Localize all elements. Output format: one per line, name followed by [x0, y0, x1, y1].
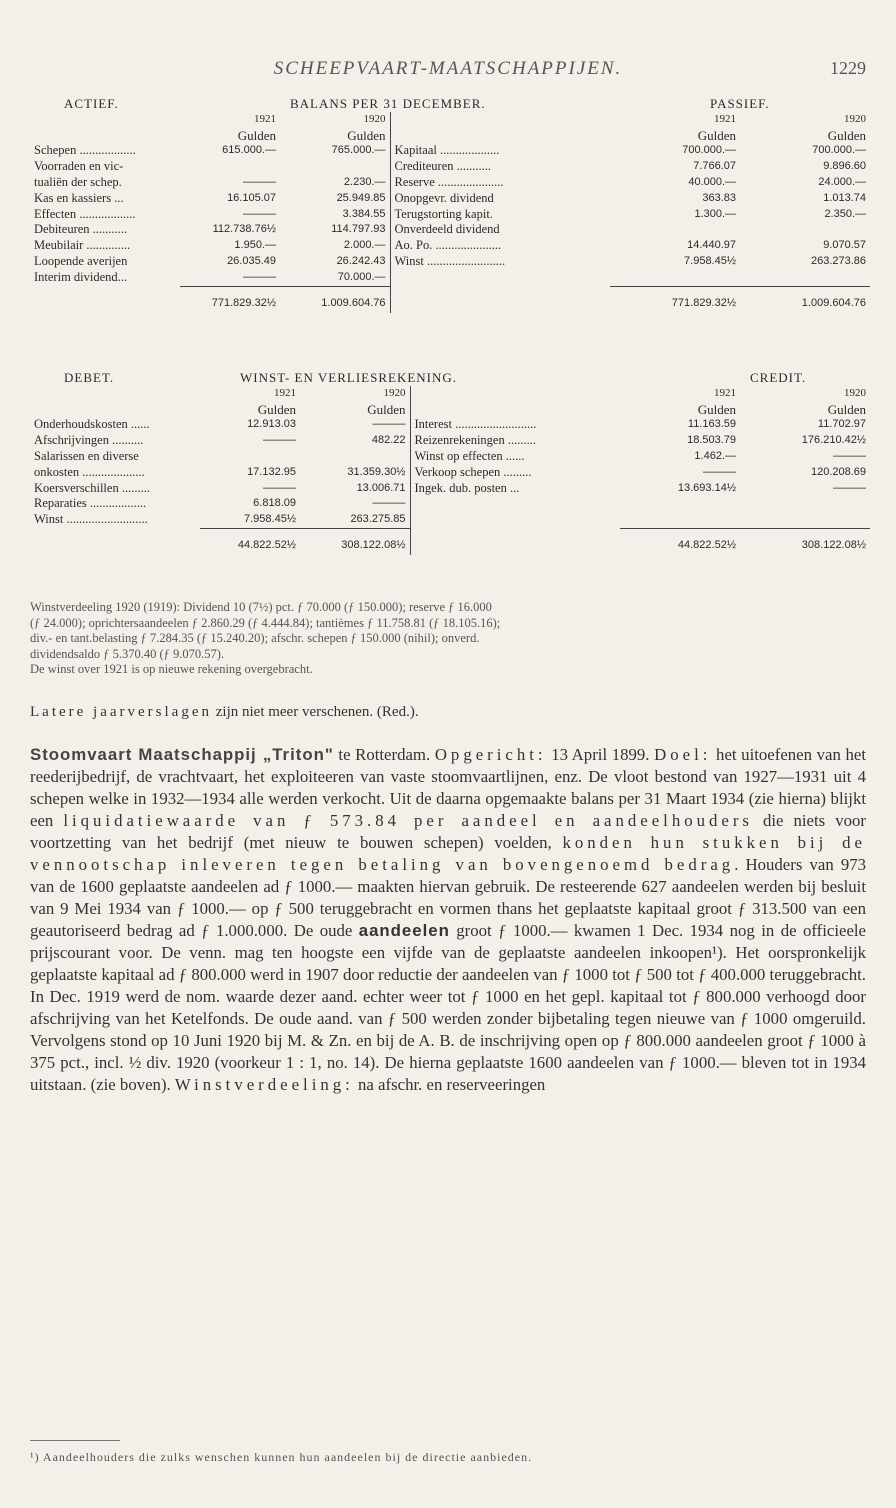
profit-loss-title: WINST- EN VERLIESREKENING.: [240, 370, 458, 385]
table-row: [30, 270, 870, 286]
table-cell: 9.070.57: [823, 239, 867, 252]
table-row: [30, 449, 870, 465]
table-cell: 765.000.—: [331, 144, 386, 157]
table-row: [30, 175, 870, 191]
table-cell: Reserve .....................: [390, 175, 610, 191]
table-cell: 7.958.45½: [684, 254, 737, 267]
profit-loss-account: [30, 370, 870, 555]
table-cell: 2.350.—: [824, 207, 867, 220]
table-row: [30, 481, 870, 497]
running-header: [0, 58, 896, 88]
table-cell: [740, 270, 870, 286]
table-cell: 2.230.—: [343, 175, 386, 188]
table-cell: 16.105.07: [227, 191, 276, 204]
table-cell: 11.702.97: [817, 418, 867, 431]
table-row: [30, 191, 870, 207]
table-row: [30, 143, 870, 159]
table-cell: 1.013.74: [823, 191, 867, 204]
company-description: Stoomvaart Maatschappij „Triton" te Rotterdam. Opgericht: 13 April 1899. Doel: het uitoefenen van het reederijbedrijf, de vrachtvaart, het exploiteeren van vaste stoomvaartlijnen, enz. De vloot bestond van 1927—1931 uit 4 schepen welke in 1932—1934 alle werden verkocht. Uit de daarna opgemaakte balans per 31 Maart 1934 (zie hierna) blijkt een liquidatiewaarde van ƒ 573.84 per aandeel en aandeelhouders die niets voor voortzetting van het bedrijf (met nieuw te bouwen schepen) voelden, konden hun stukken bij de vennootschap inleveren tegen betaling van bovengenoemd bedrag. Houders van 973 van de 1600 geplaatste aandeelen ad ƒ 1000.— maakten hiervan gebruik. De resteerende 627 aandeelen werden bij besluit van 9 Mei 1934 van ƒ 1000.— op ƒ 500 teruggebracht en vormen thans het geplaatste kapitaal groot ƒ 313.500 van een geautoriseerd bedrag ad ƒ 1.000.000. De oude aandeelen groot ƒ 1000.— kwamen 1 Dec. 1934 nog in de officieele prijscourant voor. De venn. mag ten hoogste een vijfde van de geplaatste aandeelen inkoopen¹). Het oorspronkelijk geplaatste kapitaal ad ƒ 800.000 werd in 1907 door reductie der aandeelen van ƒ 1000 tot ƒ 500 tot ƒ 400.000 teruggebracht. In Dec. 1919 werd de nom. waarde dezer aand. echter weer tot ƒ 1000 en het gepl. kapitaal tot ƒ 800.000 verhoogd door afschrijving van het Ketelfonds. De oude aand. van ƒ 500 werden zonder bijbetaling tegen nieuwe van ƒ 1000 omgeruild. Vervolgens stond op 10 Juni 1920 bij M. & Zn. en bij de A. B. de inschrijving open op ƒ 800.000 aandeelen groot ƒ 1000 à 375 pct., incl. ½ div. 1920 (voorkeur 1 : 1, no. 14). De hierna geplaatste 1600 aandeelen van ƒ 1000.— bleven tot in 1934 uitstaan. (zie boven). Winstverdeeling: na afschr. en reserveeringen: [30, 745, 867, 1094]
debet-heading: DEBET.: [64, 370, 115, 385]
table-cell: [280, 159, 390, 175]
table-row: [30, 238, 870, 254]
table-cell: [610, 222, 740, 238]
page-number: 1229: [830, 58, 866, 78]
table-cell: 26.035.49: [227, 254, 276, 267]
table-cell: 2.000.—: [343, 239, 386, 252]
table-cell: 112.738.76½: [212, 223, 276, 236]
table-cell: Onverdeeld dividend: [390, 222, 610, 238]
table-cell: 482.22: [371, 434, 406, 447]
balance-years: 1921 1920 1921 1920: [30, 112, 870, 128]
table-cell: 40.000.—: [688, 175, 737, 188]
footnote-rule: [30, 1440, 120, 1441]
table-cell: 7.766.07: [693, 160, 737, 173]
profit-loss-headings: [30, 370, 870, 386]
table-cell: [610, 270, 740, 286]
profit-loss-years: 1921 1920 1921 1920: [30, 386, 870, 402]
table-cell: [620, 512, 740, 528]
table-cell: [180, 159, 280, 175]
table-cell: [740, 512, 870, 528]
table-cell: [740, 496, 870, 512]
table-cell: 120.208.69: [810, 465, 867, 478]
table-cell: Reparaties ..................: [34, 496, 147, 511]
table-cell: 14.440.97: [687, 239, 737, 252]
table-row: [30, 417, 870, 433]
table-cell: ———: [372, 497, 406, 510]
table-cell: Ingek. dub. posten ...: [410, 481, 620, 497]
table-cell: 13.006.71: [356, 481, 406, 494]
table-cell: 70.000.—: [337, 270, 386, 283]
table-cell: [740, 222, 870, 238]
company-name: Stoomvaart Maatschappij „Triton": [30, 745, 334, 764]
table-cell: Ao. Po. .....................: [390, 238, 610, 254]
table-cell: 1.300.—: [694, 207, 737, 220]
table-cell: Winst op effecten ......: [410, 449, 620, 465]
table-row: [30, 207, 870, 223]
table-cell: 1.462.—: [694, 449, 737, 462]
table-cell: 263.273.86: [810, 254, 867, 267]
table-cell: 176.210.42½: [801, 434, 867, 447]
table-cell: Onopgevr. dividend: [390, 191, 610, 207]
table-cell: ———: [833, 449, 867, 462]
table-cell: [390, 270, 610, 286]
table-cell: 3.384.55: [342, 207, 386, 220]
table-cell: 13.693.14½: [677, 481, 737, 494]
editor-note: Latere jaarverslagen zijn niet meer verschenen. (Red.).: [30, 704, 419, 720]
table-cell: Interim dividend...: [34, 270, 128, 285]
table-cell: Koersverschillen .........: [34, 480, 150, 495]
table-row: [30, 496, 870, 512]
table-cell: 25.949.85: [336, 191, 386, 204]
table-cell: [410, 512, 620, 528]
table-cell: Verkoop schepen .........: [410, 465, 620, 481]
table-cell: [300, 449, 410, 465]
balance-units: Gulden Gulden Gulden Gulden: [237, 127, 867, 143]
table-row: [30, 512, 870, 528]
table-cell: ———: [243, 175, 276, 188]
balance-headings: [30, 96, 870, 112]
table-cell: 700.000.—: [682, 144, 737, 157]
table-cell: ———: [263, 481, 296, 494]
table-cell: 1.950.—: [234, 239, 276, 252]
table-cell: ———: [243, 270, 276, 283]
table-cell: [410, 496, 620, 512]
table-row: [30, 465, 870, 481]
table-cell: Terugstorting kapit.: [390, 207, 610, 223]
table-cell: 114.797.93: [331, 223, 386, 236]
table-cell: Debiteuren ...........: [34, 222, 128, 237]
table-row: [30, 254, 870, 270]
table-cell: Winst .........................: [390, 254, 610, 270]
table-cell: ———: [703, 465, 737, 478]
table-cell: Schepen ..................: [34, 143, 136, 158]
balance-totals: 771.829.32½ 1.009.604.76 771.829.32½ 1.009.604.76: [30, 286, 870, 313]
table-cell: Kapitaal ...................: [390, 143, 610, 159]
page-title: SCHEEPVAART-MAATSCHAPPIJEN.: [273, 58, 623, 79]
table-cell: 6.818.09: [253, 497, 296, 510]
table-cell: 615.000.—: [222, 144, 276, 157]
actief-heading: ACTIEF.: [64, 96, 119, 111]
table-cell: ———: [243, 207, 276, 220]
table-cell: 7.958.45½: [244, 513, 296, 526]
table-cell: 363.83: [702, 191, 737, 204]
table-row: [30, 433, 870, 449]
table-cell: onkosten ....................: [34, 464, 145, 479]
balance-title: BALANS PER 31 DECEMBER.: [290, 96, 486, 111]
table-cell: Onderhoudskosten ......: [34, 417, 150, 432]
table-cell: 24.000.—: [818, 175, 867, 188]
table-cell: Effecten ..................: [34, 206, 136, 221]
table-cell: 17.132.95: [247, 465, 296, 478]
table-cell: Salarissen en diverse: [34, 448, 139, 463]
table-cell: 11.163.59: [687, 418, 737, 431]
footnote: ¹) Aandeelhouders die zulks wenschen kunnen hun aandeelen bij de directie aanbieden.: [30, 1450, 533, 1464]
table-cell: 12.913.03: [247, 418, 296, 431]
table-cell: [200, 449, 300, 465]
table-cell: Afschrijvingen ..........: [34, 433, 144, 448]
table-row: [30, 159, 870, 175]
profit-distribution-notes: Winstverdeeling 1920 (1919): Dividend 10 (7½) pct. ƒ 70.000 (ƒ 150.000); reserve ƒ 16.000 (ƒ 24.000); oprichtersaandeelen ƒ 2.860.29 (ƒ 4.444.84); tantièmes ƒ 11.758.81 (ƒ 18.105.16); div.- en tant.belasting ƒ 7.284.35 (ƒ 15.240.20); afschr. schepen ƒ 150.000 (nihil); onverd. dividendsaldo ƒ 5.370.40 (ƒ 9.070.57). De winst over 1921 is op nieuwe rekening overgebracht.: [30, 600, 501, 676]
table-cell: 26.242.43: [336, 254, 386, 267]
table-cell: Reizenrekeningen .........: [410, 433, 620, 449]
balance-sheet: [30, 96, 870, 313]
table-cell: Interest ..........................: [410, 417, 620, 433]
table-cell: Loopende averijen: [34, 253, 128, 268]
table-cell: Kas en kassiers ...: [34, 190, 124, 205]
table-cell: tualiën der schep.: [34, 174, 122, 189]
table-cell: ———: [372, 418, 406, 431]
table-cell: 263.275.85: [350, 513, 406, 526]
profit-loss-units: Gulden Gulden Gulden Gulden: [257, 401, 867, 417]
table-cell: 9.896.60: [823, 160, 867, 173]
table-cell: Crediteuren ...........: [390, 159, 610, 175]
table-cell: Meubilair ..............: [34, 238, 131, 253]
table-cell: Voorraden en vic-: [34, 159, 124, 174]
table-cell: 18.503.79: [687, 434, 737, 447]
table-cell: 31.359.30½: [347, 465, 406, 478]
table-cell: 700.000.—: [812, 144, 867, 157]
table-cell: ———: [833, 481, 867, 494]
credit-heading: CREDIT.: [750, 370, 807, 385]
table-cell: Winst ..........................: [34, 512, 148, 527]
profit-loss-totals: 44.822.52½ 308.122.08½ 44.822.52½ 308.122.08½: [30, 528, 870, 555]
table-cell: ———: [263, 434, 296, 447]
table-row: [30, 222, 870, 238]
passief-heading: PASSIEF.: [710, 96, 770, 111]
table-cell: [620, 496, 740, 512]
